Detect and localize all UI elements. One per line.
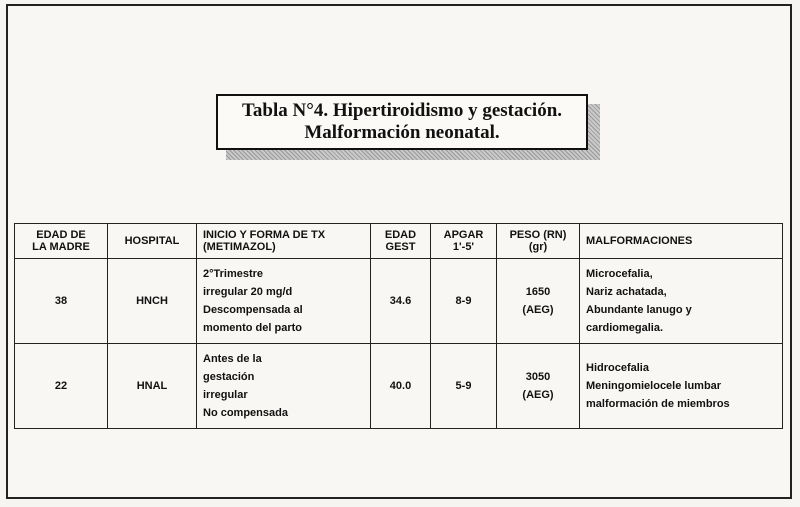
cell-peso: 3050 (AEG) <box>497 344 580 429</box>
title-line-1: Tabla N°4. Hipertiroidismo y gestación. <box>241 100 563 121</box>
header-hospital: HOSPITAL <box>108 224 197 259</box>
cell-malformaciones: Hidrocefalia Meningomielocele lumbar malformación de miembros <box>580 344 783 429</box>
cell-edad: 38 <box>15 259 108 344</box>
header-edad-madre: EDAD DE LA MADRE <box>15 224 108 259</box>
cell-peso: 1650 (AEG) <box>497 259 580 344</box>
header-edad-gest: EDAD GEST <box>371 224 431 259</box>
table-row <box>15 344 783 429</box>
data-table <box>14 223 783 429</box>
cell-malformaciones: Microcefalia, Nariz achatada, Abundante lanugo y cardiomegalia. <box>580 259 783 344</box>
cell-hospital: HNAL <box>108 344 197 429</box>
cell-edad: 22 <box>15 344 108 429</box>
header-peso: PESO (RN) (gr) <box>497 224 580 259</box>
cell-hospital: HNCH <box>108 259 197 344</box>
header-malformaciones: MALFORMACIONES <box>580 224 783 259</box>
title-line-2: Malformación neonatal. <box>304 122 500 143</box>
header-row <box>15 224 783 259</box>
table-title <box>216 94 588 150</box>
header-inicio-tx: INICIO Y FORMA DE TX (METIMAZOL) <box>197 224 371 259</box>
header-apgar: APGAR 1'-5' <box>431 224 497 259</box>
cell-gest: 40.0 <box>371 344 431 429</box>
cell-inicio: 2°Trimestre irregular 20 mg/d Descompensada al momento del parto <box>197 259 371 344</box>
table-row <box>15 259 783 344</box>
cell-gest: 34.6 <box>371 259 431 344</box>
cell-inicio: Antes de la gestación irregular No compensada <box>197 344 371 429</box>
cell-apgar: 5-9 <box>431 344 497 429</box>
cell-apgar: 8-9 <box>431 259 497 344</box>
